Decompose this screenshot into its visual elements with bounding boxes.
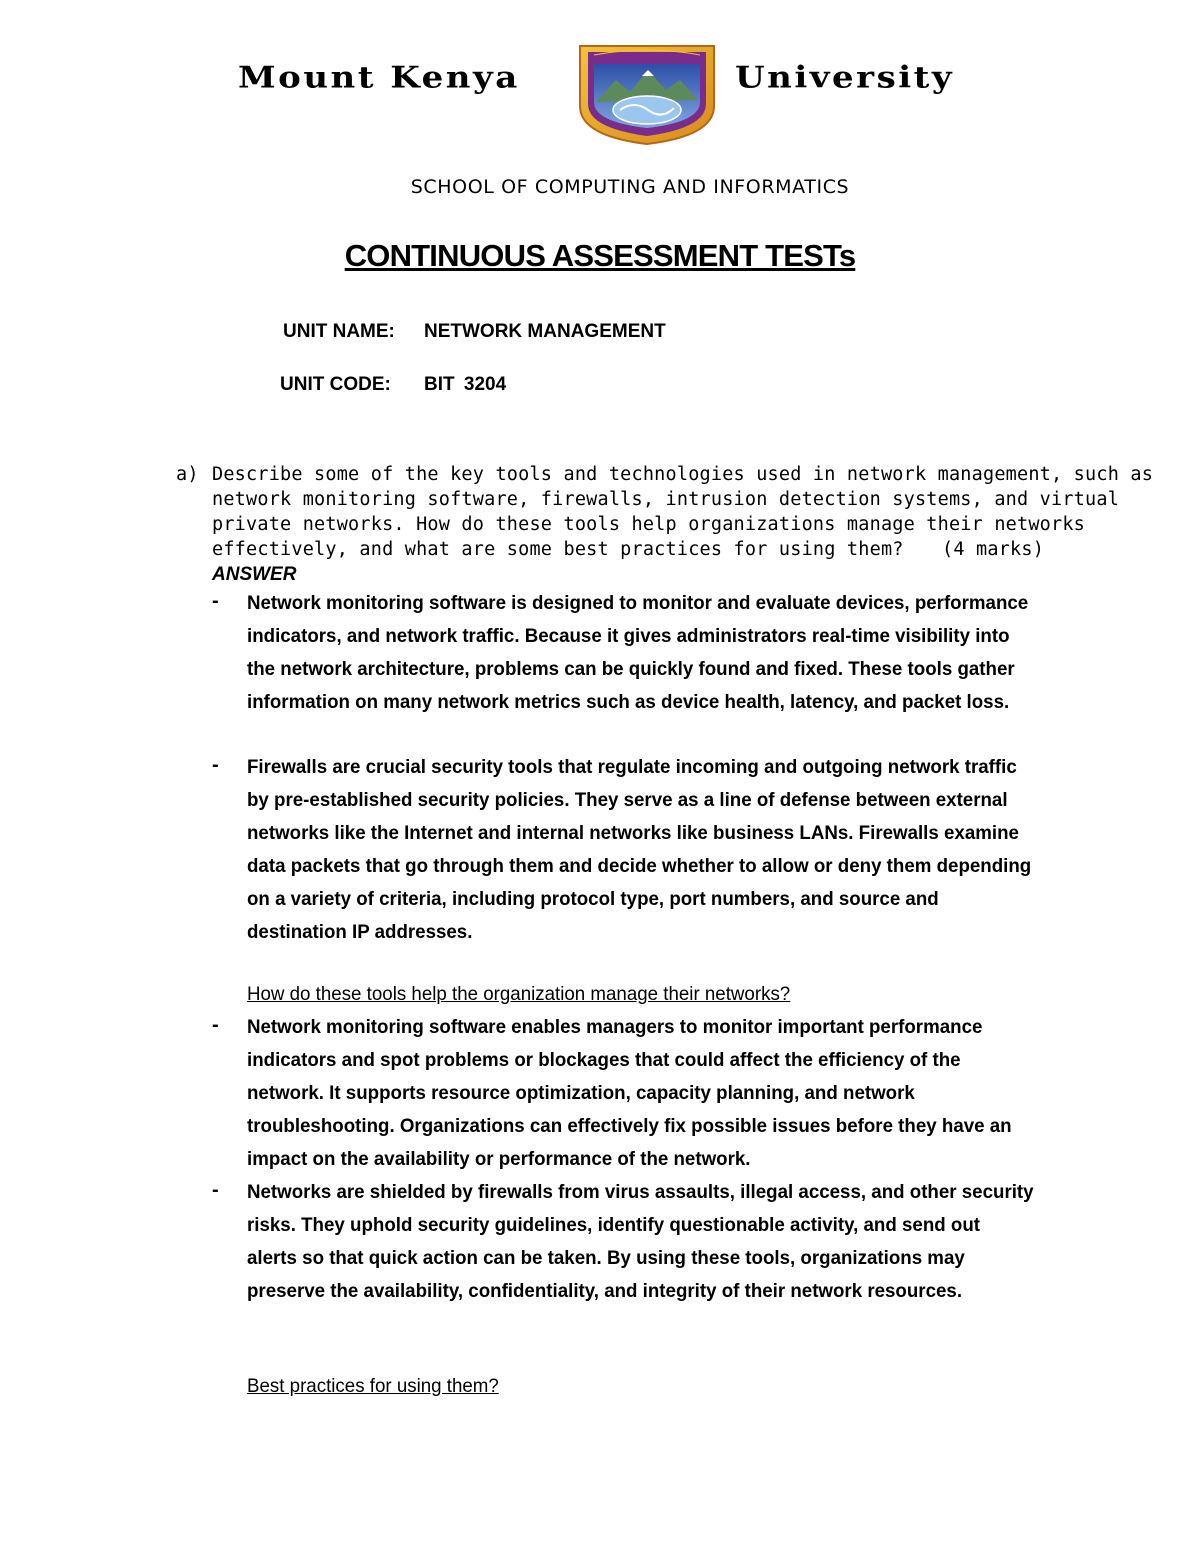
- question-line: effectively, and what are some best practices for using them?: [212, 539, 904, 560]
- bullet-marker: -: [212, 1014, 219, 1036]
- university-name-right: University: [735, 60, 955, 96]
- question-line: Describe some of the key tools and technologies used in network management, such as: [212, 464, 1154, 485]
- answer-point: Firewalls are crucial security tools that regulate incoming and outgoing network traffic by pre-established security policies. They serve as a line of defense between external networks like the Internet and internal networks like business LANs. Firewalls examine data packets that go through them and decide whether to allow or deny them depending on a variety of criteria, including protocol type, port numbers, and source and destination IP addresses.: [247, 756, 1032, 943]
- question-marks: (4 marks): [942, 539, 1045, 560]
- bullet-marker: -: [212, 590, 219, 612]
- document-title: CONTINUOUS ASSESSMENT TESTs: [344, 238, 856, 273]
- question-line: private networks. How do these tools help organizations manage their networks: [212, 514, 1086, 535]
- answer-point: Network monitoring software enables managers to monitor important performance indicators and spot problems or blockages that could affect the efficiency of the network. It supports resource optimization, capacity planning, and network troubleshooting. Organizations can effectively fix possible issues before they have an impact on the availability or performance of the network.: [247, 1016, 1012, 1170]
- answer-label: ANSWER: [212, 564, 297, 585]
- answer-point: Networks are shielded by firewalls from virus assaults, illegal access, and other security risks. They uphold security guidelines, identify questionable activity, and send out alerts so that quick action can be taken. By using these tools, organizations may preserve the availability, confidentiality, and integrity of their network resources.: [247, 1181, 1034, 1302]
- school-name: SCHOOL OF COMPUTING AND INFORMATICS: [410, 176, 850, 198]
- bullet-marker: -: [212, 1179, 219, 1201]
- question-label: a): [176, 464, 199, 485]
- question-line: network monitoring software, firewalls, intrusion detection systems, and virtual: [212, 489, 1120, 510]
- section-heading: Best practices for using them?: [247, 1375, 499, 1397]
- university-name-left: Mount Kenya: [238, 60, 520, 96]
- unit-name-value: NETWORK MANAGEMENT: [424, 321, 666, 342]
- section-heading: How do these tools help the organization manage their networks?: [247, 983, 791, 1005]
- bullet-marker: -: [212, 754, 219, 776]
- unit-code-value: BIT 3204: [424, 374, 507, 395]
- answer-point: Network monitoring software is designed to monitor and evaluate devices, performance indicators, and network traffic. Because it gives administrators real-time visibility into the network architecture, problems can be quickly found and fixed. These tools gather information on many network metrics such as device health, latency, and packet loss.: [247, 592, 1029, 713]
- university-logo: [574, 40, 720, 146]
- unit-name-label: UNIT NAME:: [283, 321, 395, 342]
- unit-code-label: UNIT CODE:: [280, 374, 391, 395]
